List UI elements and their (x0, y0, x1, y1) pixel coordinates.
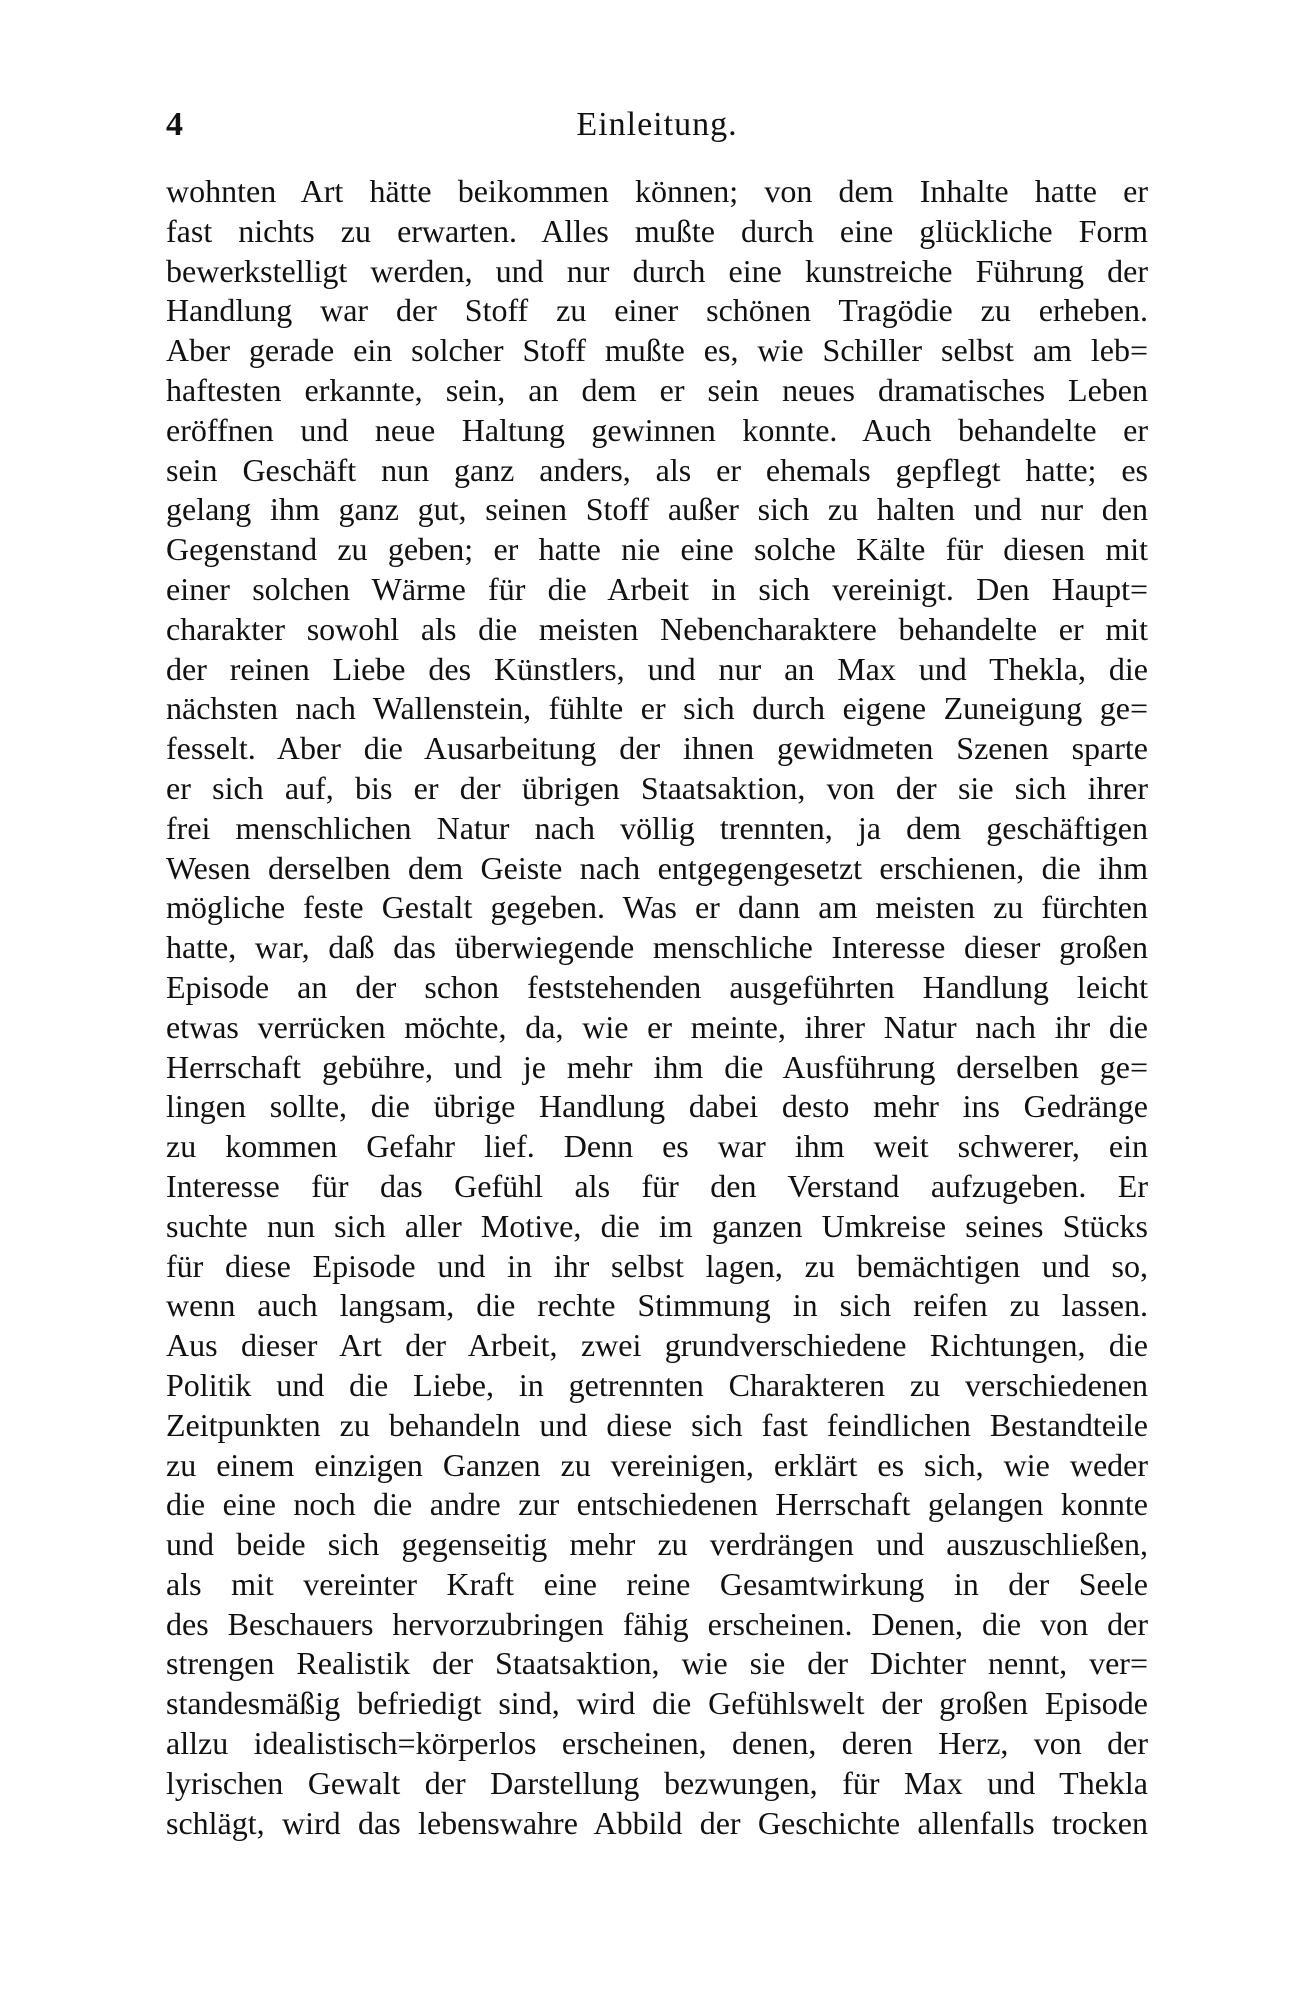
text-line: der reinen Liebe des Künstlers, und nur an Max und Thekla, die (166, 650, 1148, 687)
text-line: zu einem einzigen Ganzen zu vereinigen, erklärt es sich, wie weder (166, 1446, 1148, 1483)
text-line: allzu idealistisch=körperlos erscheinen, denen, deren Herz, von der (166, 1725, 1148, 1762)
text-line: frei menschlichen Natur nach völlig trennten, ja dem geschäftigen (166, 809, 1148, 846)
text-line: zu kommen Gefahr lief. Denn es war ihm weit schwerer, ein (166, 1128, 1148, 1165)
text-line: Interesse für das Gefühl als für den Verstand aufzugeben. Er (166, 1167, 1148, 1204)
text-line: als mit vereinter Kraft eine reine Gesamtwirkung in der Seele (166, 1565, 1148, 1602)
text-line: des Beschauers hervorzubringen fähig erscheinen. Denen, die von der (166, 1605, 1148, 1642)
text-line: Episode an der schon feststehenden ausgeführten Handlung leicht (166, 968, 1148, 1005)
text-line: standesmäßig befriedigt sind, wird die Gefühlswelt der großen Episode (166, 1685, 1148, 1722)
text-line: Zeitpunkten zu behandeln und diese sich fast feindlichen Bestandteile (166, 1406, 1148, 1443)
text-line: sein Geschäft nun ganz anders, als er ehemals gepflegt hatte; es (166, 451, 1148, 488)
text-line: Aus dieser Art der Arbeit, zwei grundverschiedene Richtungen, die (166, 1327, 1148, 1364)
text-line: Aber gerade ein solcher Stoff mußte es, wie Schiller selbst am leb= (166, 332, 1148, 369)
text-line: er sich auf, bis er der übrigen Staatsaktion, von der sie sich ihrer (166, 769, 1148, 806)
text-line: Handlung war der Stoff zu einer schönen Tragödie zu erheben. (166, 292, 1148, 329)
text-line: haftesten erkannte, sein, an dem er sein neues dramatisches Leben (166, 371, 1148, 408)
text-line: Gegenstand zu geben; er hatte nie eine solche Kälte für diesen mit (166, 531, 1148, 568)
text-line: einer solchen Wärme für die Arbeit in sich vereinigt. Den Haupt= (166, 570, 1148, 607)
text-line: charakter sowohl als die meisten Nebencharaktere behandelte er mit (166, 610, 1148, 647)
text-line: wenn auch langsam, die rechte Stimmung in sich reifen zu lassen. (166, 1287, 1148, 1324)
text-line: wohnten Art hätte beikommen können; von dem Inhalte hatte er (166, 173, 1148, 209)
text-line: lyrischen Gewalt der Darstellung bezwungen, für Max und Thekla (166, 1764, 1148, 1801)
text-line: Wesen derselben dem Geiste nach entgegengesetzt erschienen, die ihm (166, 849, 1148, 886)
text-line: lingen sollte, die übrige Handlung dabei desto mehr ins Gedränge (166, 1088, 1148, 1125)
page-number: 4 (166, 106, 183, 143)
page-header (166, 106, 1148, 150)
text-line: eröffnen und neue Haltung gewinnen konnte. Auch behandelte er (166, 411, 1148, 448)
text-line: fast nichts zu erwarten. Alles mußte durch eine glückliche Form (166, 212, 1148, 249)
text-line: mögliche feste Gestalt gegeben. Was er dann am meisten zu fürchten (166, 889, 1148, 926)
text-line: strengen Realistik der Staatsaktion, wie sie der Dichter nennt, ver= (166, 1645, 1148, 1682)
text-line: für diese Episode und in ihr selbst lagen, zu bemächtigen und so, (166, 1247, 1148, 1284)
running-title: Einleitung. (576, 106, 738, 143)
text-line: und beide sich gegenseitig mehr zu verdrängen und auszuschließen, (166, 1526, 1148, 1563)
text-line: Herrschaft gebühre, und je mehr ihm die Ausführung derselben ge= (166, 1048, 1148, 1085)
text-line: Politik und die Liebe, in getrennten Charakteren zu verschiedenen (166, 1366, 1148, 1403)
body-text (166, 172, 1148, 1843)
text-line: schlägt, wird das lebenswahre Abbild der Geschichte allenfalls trocken (166, 1804, 1148, 1841)
text-line: fesselt. Aber die Ausarbeitung der ihnen gewidmeten Szenen sparte (166, 730, 1148, 767)
text-line: hatte, war, daß das überwiegende menschliche Interesse dieser großen (166, 929, 1148, 966)
text-line: suchte nun sich aller Motive, die im ganzen Umkreise seines Stücks (166, 1207, 1148, 1244)
text-line: etwas verrücken möchte, da, wie er meinte, ihrer Natur nach ihr die (166, 1008, 1148, 1045)
text-line: gelang ihm ganz gut, seinen Stoff außer sich zu halten und nur den (166, 491, 1148, 528)
text-line: bewerkstelligt werden, und nur durch eine kunstreiche Führung der (166, 252, 1148, 289)
text-line: die eine noch die andre zur entschiedenen Herrschaft gelangen konnte (166, 1486, 1148, 1523)
text-line: nächsten nach Wallenstein, fühlte er sich durch eigene Zuneigung ge= (166, 690, 1148, 727)
